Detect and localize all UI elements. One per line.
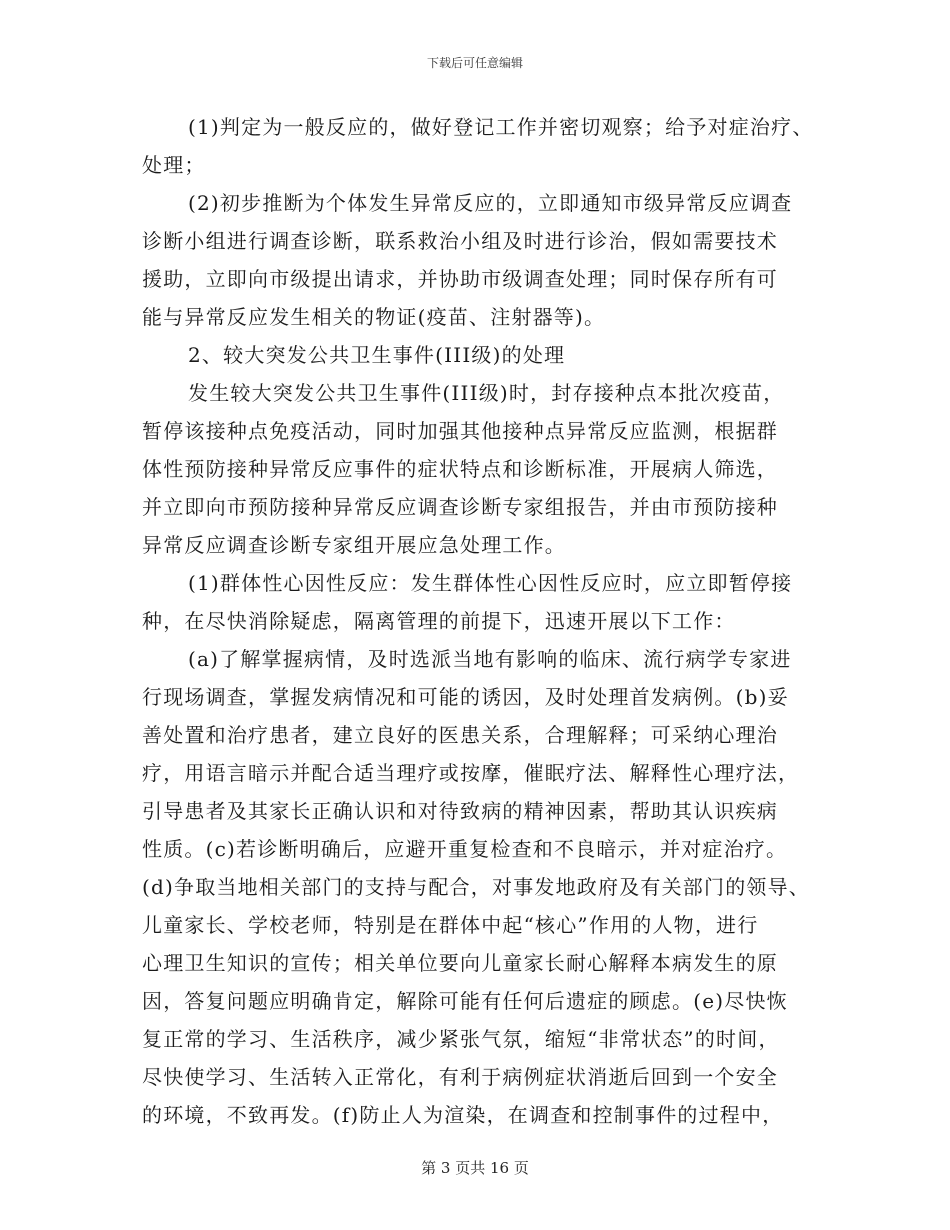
text-line: (1)群体性心因性反应：发生群体性心因性反应时，应立即暂停接 [188, 571, 793, 595]
text-line: 暂停该接种点免疫活动，同时加强其他接种点异常反应监测，根据群 [142, 419, 778, 443]
text-line: 能与异常反应发生相关的物证(疫苗、注射器等)。 [142, 305, 606, 329]
text-line: 尽快使学习、生活转入正常化，有利于病例症状消逝后回到一个安全 [142, 1065, 778, 1089]
text-line: 种，在尽快消除疑虑，隔离管理的前提下，迅速开展以下工作： [142, 609, 736, 633]
text-line: 处理； [142, 153, 206, 177]
text-line: (a)了解掌握病情，及时选派当地有影响的临床、流行病学专家进 [188, 647, 792, 671]
text-line: 善处置和治疗患者，建立良好的医患关系，合理解释；可采纳心理治 [142, 723, 778, 747]
text-line: (1)判定为一般反应的，做好登记工作并密切观察；给予对症治疗、 [188, 115, 814, 139]
text-line: 引导患者及其家长正确认识和对待致病的精神因素，帮助其认识疾病 [142, 799, 778, 823]
text-line: 儿童家长、学校老师，特别是在群体中起“核心”作用的人物，进行 [142, 913, 759, 937]
text-line: 复正常的学习、生活秩序，减少紧张气氛，缩短“非常状态”的时间， [142, 1027, 780, 1051]
text-line: 发生较大突发公共卫生事件(III级)时，封存接种点本批次疫苗， [188, 381, 785, 405]
text-line: 异常反应调查诊断专家组开展应急处理工作。 [142, 533, 566, 557]
text-line: 疗，用语言暗示并配合适当理疗或按摩，催眠疗法、解释性心理疗法， [142, 761, 800, 785]
text-line: 性质。(c)若诊断明确后，应避开重复检查和不良暗示，并对症治疗。 [142, 837, 788, 861]
text-line: 的环境，不致再发。(f)防止人为渲染，在调查和控制事件的过程中， [142, 1103, 784, 1127]
text-line: 诊断小组进行调查诊断，联系救治小组及时进行诊治，假如需要技术 [142, 229, 778, 253]
text-line: 因，答复问题应明确肯定，解除可能有任何后遗症的顾虑。(e)尽快恢 [142, 989, 788, 1013]
page-number: 第 3 页共 16 页 [421, 1159, 529, 1177]
text-line: (d)争取当地相关部门的支持与配合，对事发地政府及有关部门的领导、 [142, 875, 811, 899]
page-header: 下载后可任意编辑 [426, 56, 523, 70]
text-line: 体性预防接种异常反应事件的症状特点和诊断标准，开展病人筛选， [142, 457, 778, 481]
section-heading: 2、较大突发公共卫生事件(III级)的处理 [188, 343, 566, 367]
text-line: 心理卫生知识的宣传；相关单位要向儿童家长耐心解释本病发生的原 [142, 951, 778, 975]
text-line: 援助，立即向市级提出请求，并协助市级调查处理；同时保存所有可 [142, 267, 778, 291]
text-line: (2)初步推断为个体发生异常反应的，立即通知市级异常反应调查 [188, 191, 793, 215]
text-line: 行现场调查，掌握发病情况和可能的诱因，及时处理首发病例。(b)妥 [142, 685, 789, 709]
text-line: 并立即向市预防接种异常反应调查诊断专家组报告，并由市预防接种 [142, 495, 778, 519]
